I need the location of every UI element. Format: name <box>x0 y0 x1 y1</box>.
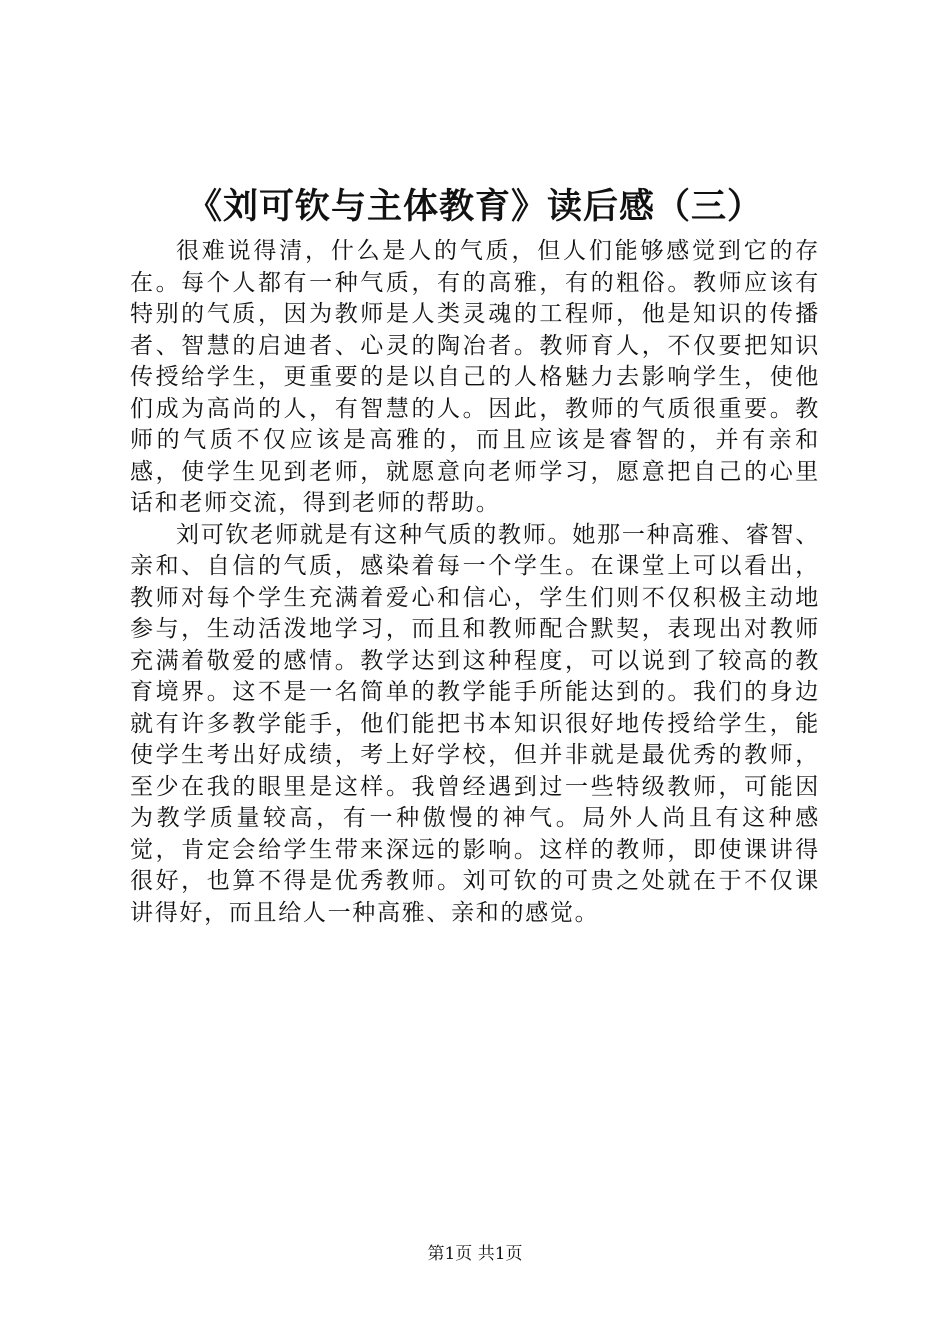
document-title: 《刘可钦与主体教育》读后感（三） <box>186 186 763 227</box>
paragraph-2: 刘可钦老师就是有这种气质的教师。她那一种高雅、睿智、亲和、自信的气质，感染着每一个学生。在课堂上可以看出，教师对每个学生充满着爱心和信心，学生们则不仅积极主动地参与，生动活泼地学习，而且和教师配合默契，表现出对教师充满着敬爱的感情。教学达到这种程度，可以说到了较高的教育境界。这不是一名简单的教学能手所能达到的。我们的身边就有许多教学能手，他们能把书本知识很好地传授给学生，能使学生考出好成绩，考上好学校，但并非就是最优秀的教师，至少在我的眼里是这样。我曾经遇到过一些特级教师，可能因为教学质量较高，有一种傲慢的神气。局外人尚且有这种感觉，肯定会给学生带来深远的影响。这样的教师，即使课讲得很好，也算不得是优秀教师。刘可钦的可贵之处就在于不仅课讲得好，而且给人一种高雅、亲和的感觉。 <box>130 521 820 926</box>
paragraph-1: 很难说得清，什么是人的气质，但人们能够感觉到它的存在。每个人都有一种气质，有的高雅，有的粗俗。教师应该有特别的气质，因为教师是人类灵魂的工程师，他是知识的传播者、智慧的启迪者、心灵的陶冶者。教师育人，不仅要把知识传授给学生，更重要的是以自己的人格魅力去影响学生，使他们成为高尚的人，有智慧的人。因此，教师的气质很重要。教师的气质不仅应该是高雅的，而且应该是睿智的，并有亲和感，使学生见到老师，就愿意向老师学习，愿意把自己的心里话和老师交流，得到老师的帮助。 <box>130 238 820 516</box>
page-footer: 第1页 共1页 <box>427 1244 523 1264</box>
document-body <box>130 236 820 929</box>
